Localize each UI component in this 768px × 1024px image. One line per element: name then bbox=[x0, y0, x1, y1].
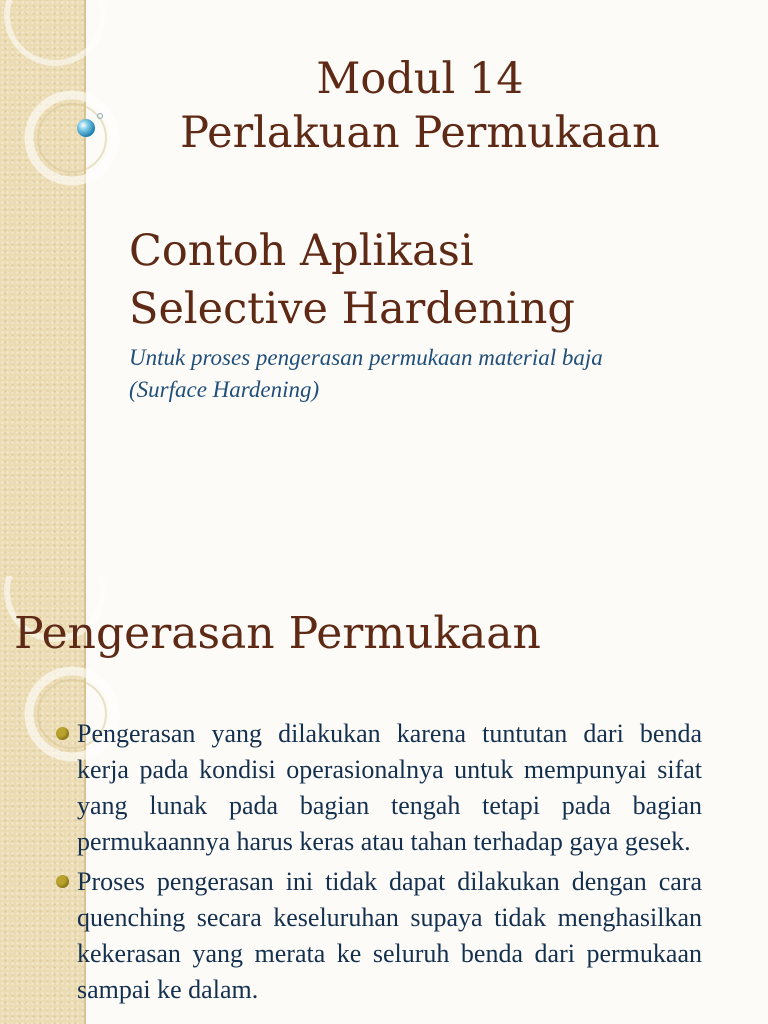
heading-line-2: Selective Hardening bbox=[129, 284, 575, 334]
bullet-list bbox=[52, 716, 702, 1012]
bullet-dot-icon bbox=[56, 727, 69, 740]
heading-line-1: Contoh Aplikasi bbox=[129, 226, 474, 276]
subtitle-line-2: (Surface Hardening) bbox=[129, 377, 320, 402]
title-line-1: Modul 14 bbox=[316, 54, 524, 104]
slide-title: Pengerasan Permukaan bbox=[14, 608, 541, 659]
content-slide bbox=[0, 576, 768, 1024]
circle-ornament-icon bbox=[38, 104, 106, 172]
slide-heading bbox=[129, 222, 575, 338]
circle-ornament-icon bbox=[7, 0, 103, 63]
list-item bbox=[52, 716, 702, 860]
list-item bbox=[52, 864, 702, 1008]
blue-orb-icon bbox=[77, 119, 95, 137]
bullet-dot-icon bbox=[56, 875, 69, 888]
circle-ornament-icon bbox=[29, 95, 115, 181]
bullet-text: Pengerasan yang dilakukan karena tuntutan dari benda kerja pada kondisi operasionalnya untuk mempunyai sifat yang lunak pada bagian tengah tetapi pada bagian permukaannya harus keras atau tahan terhadap gaya gesek. bbox=[77, 719, 702, 856]
title-line-2: Perlakuan Permukaan bbox=[180, 108, 660, 158]
subtitle-line-1: Untuk proses pengerasan permukaan material baja bbox=[129, 345, 603, 370]
bullet-text: Proses pengerasan ini tidak dapat dilakukan dengan cara quenching secara keseluruhan supaya tidak menghasilkan kekerasan yang merata ke seluruh benda dari permukaan sampai ke dalam. bbox=[77, 867, 702, 1004]
slide-subtitle bbox=[129, 342, 729, 406]
slide-title bbox=[150, 52, 690, 160]
